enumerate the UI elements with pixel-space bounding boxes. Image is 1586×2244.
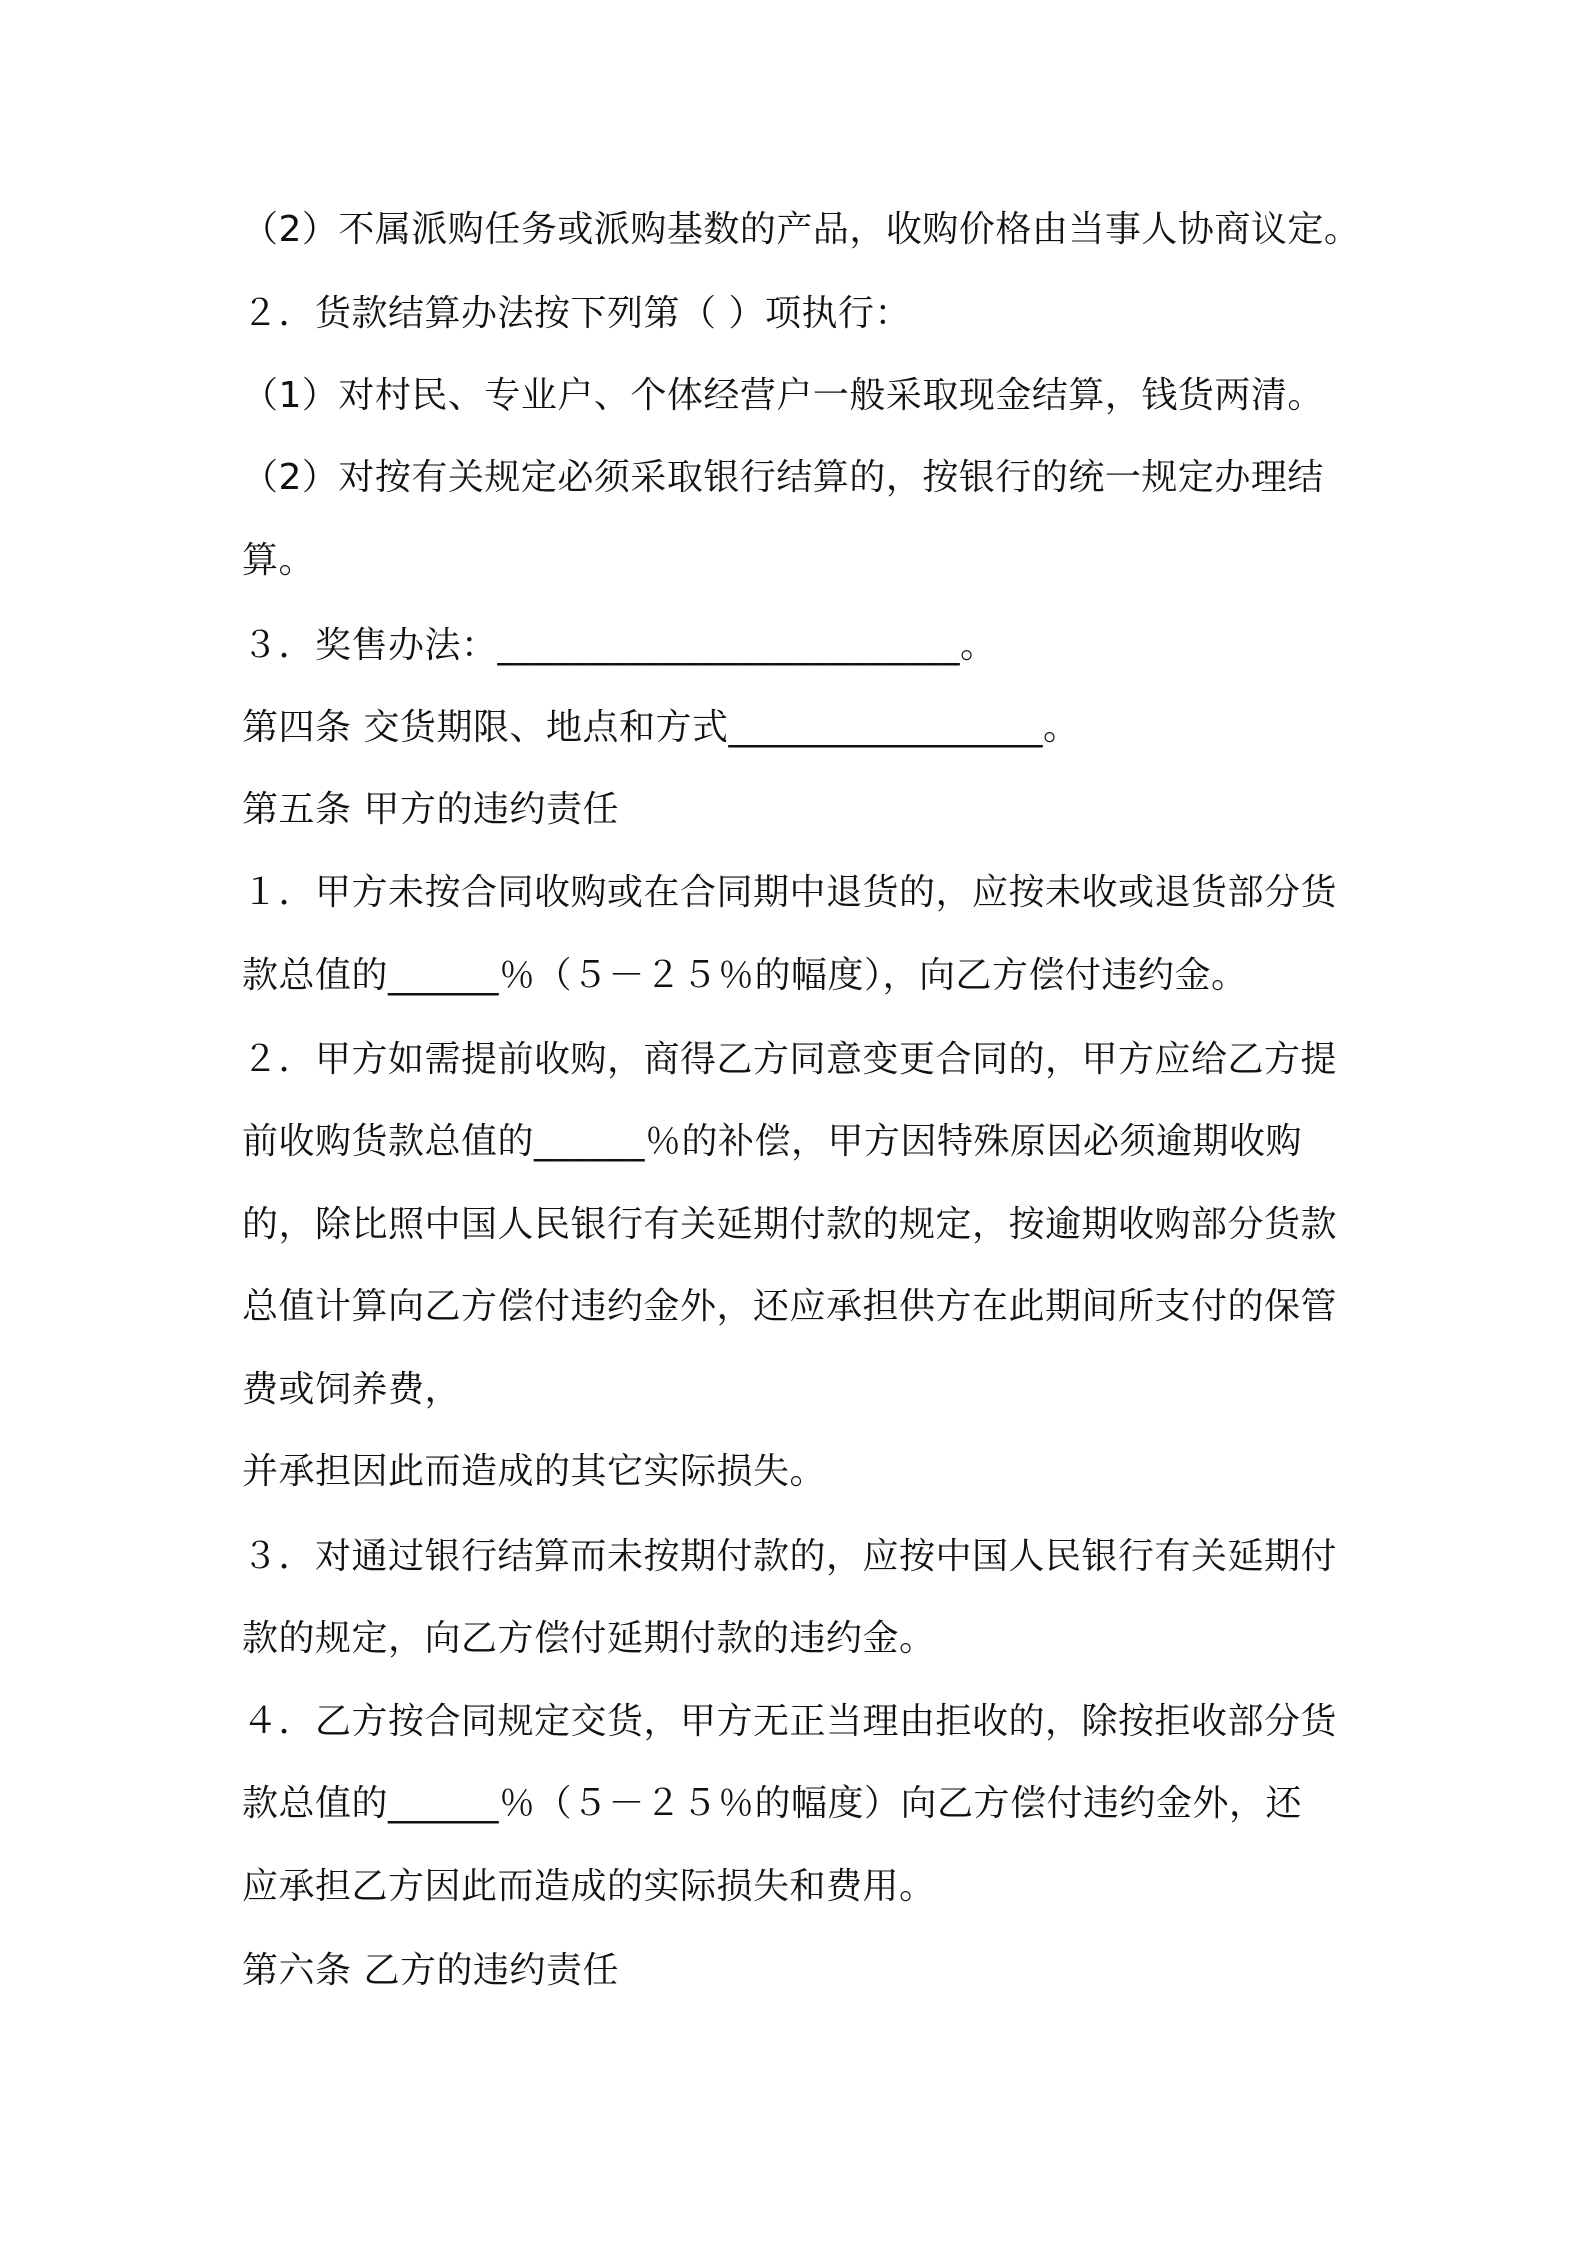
paragraph-line: （2）不属派购任务或派购基数的产品，收购价格由当事人协商议定。 [242,209,1361,250]
paragraph-line: ２．甲方如需提前收购，商得乙方同意变更合同的，甲方应给乙方提 [242,1039,1338,1080]
section-heading: 第五条 甲方的违约责任 [242,789,619,830]
paragraph-line: 总值计算向乙方偿付违约金外，还应承担供方在此期间所支付的保管 [242,1286,1338,1327]
paragraph-line: 款总值的______％（５－２５％的幅度），向乙方偿付违约金。 [242,955,1248,996]
paragraph-line: （2）对按有关规定必须采取银行结算的，按银行的统一规定办理结 [242,457,1324,498]
paragraph-line: 并承担因此而造成的其它实际损失。 [242,1451,827,1492]
paragraph-line: （1）对村民、专业户、个体经营户一般采取现金结算，钱货两清。 [242,375,1324,416]
paragraph-line: 应承担乙方因此而造成的实际损失和费用。 [242,1866,936,1907]
paragraph-line: １．甲方未按合同收购或在合同期中退货的，应按未收或退货部分货 [242,872,1338,913]
paragraph-line: ２．货款结算办法按下列第（ ）项执行： [242,293,911,334]
paragraph-line: 款的规定，向乙方偿付延期付款的违约金。 [242,1618,936,1659]
paragraph-line: ４．乙方按合同规定交货，甲方无正当理由拒收的，除按拒收部分货 [242,1701,1338,1742]
section-heading: 第六条 乙方的违约责任 [242,1950,619,1991]
paragraph-line: 算。 [242,540,316,581]
paragraph-line: 费或饲养费， [242,1369,462,1410]
paragraph-line: 前收购货款总值的______％的补偿，甲方因特殊原因必须逾期收购 [242,1121,1303,1162]
section-heading: 第四条 交货期限、地点和方式_________________。 [242,707,1080,748]
paragraph-line: ３．奖售办法：_________________________。 [242,625,997,666]
paragraph-line: 款总值的______％（５－２５％的幅度）向乙方偿付违约金外，还 [242,1783,1303,1824]
paragraph-line: ３．对通过银行结算而未按期付款的，应按中国人民银行有关延期付 [242,1536,1338,1577]
paragraph-line: 的，除比照中国人民银行有关延期付款的规定，按逾期收购部分货款 [242,1204,1338,1245]
